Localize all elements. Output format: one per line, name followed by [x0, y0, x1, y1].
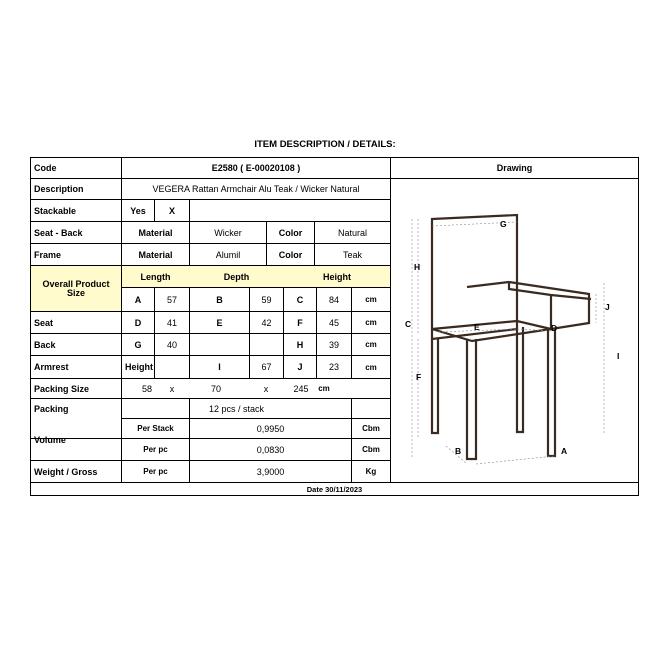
code-value: E2580 ( E-00020108 ): [211, 163, 301, 173]
packing-size-v2: 70: [210, 383, 221, 394]
frame-color-label: Color: [278, 249, 303, 260]
armrest-height-label: Height: [125, 362, 153, 372]
description-value: VEGERA Rattan Armchair Alu Teak / Wicker Natural: [152, 184, 360, 194]
packing-size-x2: x: [263, 383, 269, 394]
seat-back-material-label: Material: [138, 227, 173, 238]
dim-d-value: 41: [166, 317, 177, 328]
date-footer: Date 30/11/2023: [306, 484, 363, 494]
seat-back-material: Wicker: [214, 227, 242, 238]
dim-h-letter: H: [296, 339, 304, 350]
drawing-label-j: J: [605, 302, 610, 312]
dim-c-letter: C: [296, 294, 304, 305]
dim-e-letter: E: [216, 317, 223, 328]
packing-label: Packing: [34, 403, 69, 414]
depth-header: Depth: [223, 271, 250, 282]
dim-b-letter: B: [216, 294, 223, 305]
packing-size-unit: cm: [318, 384, 330, 393]
back-unit: cm: [365, 340, 377, 349]
armrest-unit: cm: [365, 362, 377, 372]
volume-per-stack-label: Per Stack: [137, 424, 174, 433]
dim-e-value: 42: [261, 317, 272, 328]
drawing-label-d: D: [551, 323, 558, 333]
packing-size-x1: x: [169, 383, 175, 394]
armrest-label: Armrest: [34, 362, 69, 372]
packing-size-v3: 245: [293, 383, 309, 394]
length-header: Length: [140, 271, 171, 282]
seat-label: Seat: [34, 317, 54, 328]
seat-back-color: Natural: [337, 227, 367, 238]
dim-d-letter: D: [134, 317, 142, 328]
drawing-label-h: H: [414, 262, 421, 272]
volume-stack-unit: Cbm: [362, 424, 380, 433]
stackable-mark: X: [168, 205, 175, 216]
dim-f-letter: F: [297, 317, 303, 328]
volume-pc-value: 0,0830: [256, 444, 285, 455]
drawing-label-i: I: [617, 351, 620, 361]
frame-material: Alumil: [215, 249, 241, 260]
drawing-label-a: A: [561, 446, 568, 456]
back-label: Back: [34, 339, 56, 350]
dim-g-value: 40: [166, 339, 177, 350]
frame-label: Frame: [34, 249, 62, 260]
overall-label-1: Overall Product: [42, 279, 110, 289]
weight-per-pc-label: Per pc: [143, 467, 168, 476]
description-label: Description: [34, 184, 84, 194]
dim-a-letter: A: [134, 294, 142, 305]
dim-g-letter: G: [134, 339, 142, 350]
stackable-yes: Yes: [130, 205, 146, 216]
seat-back-color-label: Color: [278, 227, 303, 238]
dim-h-value: 39: [328, 339, 339, 350]
weight-value: 3,9000: [256, 466, 285, 477]
frame-color: Teak: [342, 249, 362, 260]
drawing-label-e: E: [474, 322, 480, 332]
dim-i-value: 67: [261, 362, 272, 372]
dim-b-value: 59: [261, 294, 272, 305]
page-title: ITEM DESCRIPTION / DETAILS:: [254, 139, 396, 150]
overall-unit: cm: [365, 295, 377, 304]
volume-stack-value: 0,9950: [256, 423, 285, 434]
packing-value: 12 pcs / stack: [208, 403, 265, 414]
dim-a-value: 57: [166, 294, 177, 305]
stackable-label: Stackable: [34, 205, 77, 216]
frame-material-label: Material: [138, 249, 173, 260]
drawing-label-c: C: [405, 319, 412, 329]
dim-c-value: 84: [328, 294, 339, 305]
drawing-label-b: B: [455, 446, 462, 456]
height-header: Height: [323, 271, 351, 282]
packing-size-v1: 58: [141, 383, 152, 394]
dim-j-letter: J: [297, 362, 303, 372]
drawing-label-f: F: [416, 372, 422, 382]
drawing-label-g: G: [500, 219, 507, 229]
chair-drawing: [391, 179, 638, 481]
spec-sheet: [30, 157, 639, 496]
dim-i-letter: I: [218, 362, 221, 372]
weight-unit: Kg: [365, 467, 377, 476]
weight-label: Weight / Gross: [34, 466, 98, 477]
volume-pc-unit: Cbm: [362, 445, 380, 454]
dim-f-value: 45: [328, 317, 339, 328]
seat-back-label: Seat - Back: [34, 227, 83, 238]
packing-size-label: Packing Size: [34, 383, 90, 394]
drawing-title: Drawing: [496, 163, 533, 173]
seat-unit: cm: [365, 318, 377, 327]
overall-label-2: Size: [66, 288, 85, 298]
code-label: Code: [34, 163, 57, 173]
dim-j-value: 23: [328, 362, 339, 372]
volume-per-pc-label: Per pc: [143, 445, 168, 454]
volume-label: Volume: [34, 434, 66, 445]
